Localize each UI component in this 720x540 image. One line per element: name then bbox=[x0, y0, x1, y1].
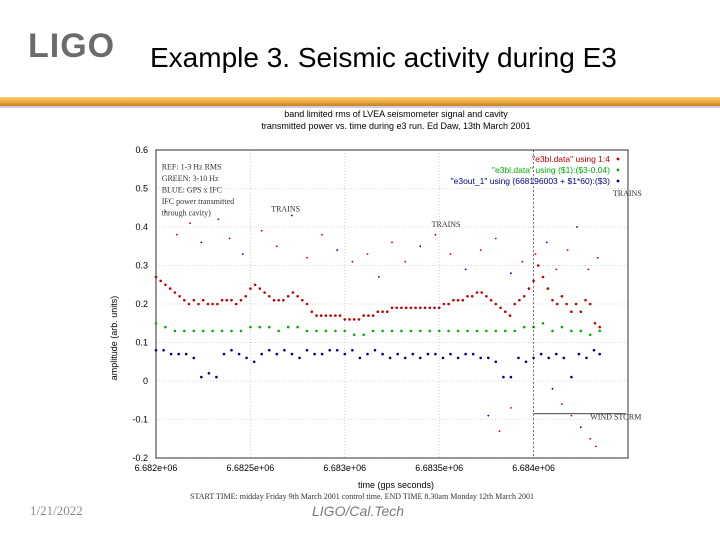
y-tick-label: 0.6 bbox=[135, 145, 148, 155]
series-2-point bbox=[429, 330, 432, 333]
series-1-point bbox=[589, 303, 592, 306]
series-3-point bbox=[457, 357, 460, 360]
series-2-point bbox=[155, 322, 158, 325]
series-1-point bbox=[183, 299, 186, 302]
series-3-point bbox=[517, 357, 520, 360]
series-1-point bbox=[377, 310, 380, 313]
series-1-point bbox=[221, 299, 224, 302]
series-1-point bbox=[476, 291, 479, 294]
scatter-point bbox=[276, 245, 278, 247]
series-3-point bbox=[487, 357, 490, 360]
series-3-point bbox=[260, 353, 263, 356]
series-3-point bbox=[298, 357, 301, 360]
series-1-point bbox=[325, 314, 328, 317]
series-3-point bbox=[245, 357, 248, 360]
slide-title: Example 3. Seismic activity during E3 bbox=[150, 42, 617, 73]
series-3-point bbox=[389, 357, 392, 360]
series-1-point bbox=[452, 299, 455, 302]
series-1-point bbox=[391, 307, 394, 310]
series-3-point bbox=[177, 353, 180, 356]
series-3-point bbox=[155, 349, 158, 352]
series-1-point bbox=[570, 310, 573, 313]
chart-title-line-1: band limited rms of LVEA seismometer signal and cavity bbox=[284, 109, 508, 119]
series-2-point bbox=[249, 326, 252, 329]
series-2-point bbox=[476, 330, 479, 333]
scatter-point bbox=[546, 242, 548, 244]
series-1-point bbox=[197, 303, 200, 306]
series-2-point bbox=[589, 334, 592, 337]
scatter-point bbox=[480, 249, 482, 251]
series-3-point bbox=[495, 361, 498, 364]
series-1-point bbox=[433, 307, 436, 310]
series-3-point bbox=[479, 357, 482, 360]
series-2-point bbox=[580, 330, 583, 333]
seismic-chart bbox=[104, 108, 649, 503]
series-1-point bbox=[188, 303, 191, 306]
series-3-point bbox=[540, 353, 543, 356]
series-1-point bbox=[235, 303, 238, 306]
series-3-point bbox=[547, 357, 550, 360]
series-3-point bbox=[449, 353, 452, 356]
series-1-point bbox=[348, 318, 351, 321]
series-1-point bbox=[296, 295, 299, 298]
chart-annotation: WIND STORM bbox=[590, 412, 642, 422]
series-1-point bbox=[329, 314, 332, 317]
scatter-point bbox=[510, 407, 512, 409]
y-tick-label: 0.3 bbox=[135, 260, 148, 271]
scatter-point bbox=[367, 253, 369, 255]
series-2-point bbox=[561, 326, 564, 329]
series-1-point bbox=[292, 291, 295, 294]
series-1-point bbox=[362, 314, 365, 317]
series-1-point bbox=[334, 314, 337, 317]
series-1-point bbox=[438, 307, 441, 310]
series-3-point bbox=[238, 353, 241, 356]
series-1-point bbox=[429, 307, 432, 310]
chart-title-line-2: transmitted power vs. time during e3 run. Ed Daw, 13th March 2001 bbox=[261, 121, 531, 131]
scatter-point bbox=[435, 234, 437, 236]
series-3-point bbox=[502, 376, 505, 379]
series-1-point bbox=[202, 299, 205, 302]
scatter-point bbox=[510, 272, 512, 274]
series-2-point bbox=[334, 330, 337, 333]
series-3-point bbox=[396, 353, 399, 356]
scatter-point bbox=[306, 257, 308, 259]
scatter-point bbox=[465, 269, 467, 271]
series-1-point bbox=[193, 299, 196, 302]
y-tick-label: 0.1 bbox=[135, 337, 148, 348]
series-1-point bbox=[211, 303, 214, 306]
series-3-point bbox=[223, 353, 226, 356]
series-1-point bbox=[381, 310, 384, 313]
scatter-point bbox=[580, 426, 582, 428]
series-1-point bbox=[504, 310, 507, 313]
series-1-point bbox=[367, 314, 370, 317]
series-3-point bbox=[268, 349, 271, 352]
series-2-point bbox=[174, 330, 177, 333]
series-3-point bbox=[162, 349, 165, 352]
series-3-point bbox=[570, 376, 573, 379]
series-2-point bbox=[447, 330, 450, 333]
series-1-point bbox=[358, 318, 361, 321]
series-2-point bbox=[353, 334, 356, 337]
series-3-point bbox=[442, 357, 445, 360]
chart-annotation: TRAINS bbox=[271, 204, 301, 214]
scatter-point bbox=[189, 222, 191, 224]
x-tick-label: 6.6835e+06 bbox=[415, 463, 464, 473]
series-1-point bbox=[575, 303, 578, 306]
series-1-point bbox=[580, 310, 583, 313]
series-3-point bbox=[464, 353, 467, 356]
series-1-point bbox=[320, 314, 323, 317]
scatter-point bbox=[487, 415, 489, 417]
series-3-point bbox=[381, 353, 384, 356]
scatter-point bbox=[597, 257, 599, 259]
series-1-point bbox=[513, 303, 516, 306]
scatter-point bbox=[336, 249, 338, 251]
series-3-point bbox=[434, 353, 437, 356]
series-2-point bbox=[598, 330, 601, 333]
series-3-point bbox=[336, 349, 339, 352]
series-1-point bbox=[259, 287, 262, 290]
series-1-point bbox=[565, 303, 568, 306]
chart-annotation: GREEN: 3-10 Hz bbox=[161, 173, 219, 183]
series-3-point bbox=[472, 353, 475, 356]
series-1-point bbox=[499, 307, 502, 310]
series-1-point bbox=[528, 287, 531, 290]
scatter-point bbox=[242, 253, 244, 255]
series-3-point bbox=[344, 353, 347, 356]
y-tick-label: 0.4 bbox=[135, 222, 148, 232]
series-1-point bbox=[537, 264, 540, 267]
series-3-point bbox=[276, 353, 279, 356]
series-2-point bbox=[466, 330, 469, 333]
series-3-point bbox=[598, 353, 601, 356]
series-3-point bbox=[170, 353, 173, 356]
series-1-point bbox=[419, 307, 422, 310]
series-2-point bbox=[306, 330, 309, 333]
series-1-point bbox=[353, 318, 356, 321]
series-2-point bbox=[230, 330, 233, 333]
series-2-point bbox=[495, 330, 498, 333]
series-1-point bbox=[480, 291, 483, 294]
series-1-point bbox=[216, 303, 219, 306]
series-3-point bbox=[427, 353, 430, 356]
legend-marker bbox=[617, 158, 620, 161]
series-2-point bbox=[183, 330, 186, 333]
series-1-point bbox=[414, 307, 417, 310]
series-1-point bbox=[282, 299, 285, 302]
series-2-point bbox=[542, 322, 545, 325]
series-1-point bbox=[561, 295, 564, 298]
y-tick-label: 0.5 bbox=[135, 183, 148, 194]
scatter-point bbox=[495, 238, 497, 240]
series-2-point bbox=[551, 330, 554, 333]
series-3-point bbox=[306, 349, 309, 352]
series-1-point bbox=[495, 303, 498, 306]
legend-marker bbox=[617, 180, 620, 183]
series-2-point bbox=[211, 330, 214, 333]
scatter-point bbox=[200, 242, 202, 244]
scatter-point bbox=[567, 249, 569, 251]
series-2-point bbox=[381, 330, 384, 333]
series-1-point bbox=[287, 295, 290, 298]
y-tick-label: -0.1 bbox=[132, 414, 148, 425]
series-2-point bbox=[438, 330, 441, 333]
scatter-point bbox=[176, 234, 178, 236]
y-axis-label: amplitude (arb. units) bbox=[109, 295, 119, 381]
series-2-point bbox=[419, 330, 422, 333]
scatter-point bbox=[450, 253, 452, 255]
scatter-point bbox=[217, 218, 219, 220]
series-1-point bbox=[509, 314, 512, 317]
series-3-point bbox=[215, 376, 218, 379]
scatter-point bbox=[419, 245, 421, 247]
legend-entry: "e3out_1" using (668196003 + $1*60):($3) bbox=[450, 176, 610, 186]
scatter-point bbox=[261, 230, 263, 232]
series-3-point bbox=[351, 349, 354, 352]
scatter-point bbox=[561, 403, 563, 405]
scatter-point bbox=[595, 446, 597, 448]
series-2-point bbox=[164, 326, 167, 329]
series-1-point bbox=[159, 280, 162, 283]
scatter-point bbox=[391, 242, 393, 244]
series-1-point bbox=[490, 299, 493, 302]
chart-annotation: through cavity) bbox=[161, 208, 211, 218]
series-3-point bbox=[253, 361, 256, 364]
series-1-point bbox=[594, 322, 597, 325]
series-1-point bbox=[386, 310, 389, 313]
chart-annotation: IFC power transmitted bbox=[161, 196, 235, 206]
series-1-point bbox=[551, 299, 554, 302]
series-3-point bbox=[404, 357, 407, 360]
chart-annotation: TRAINS bbox=[612, 189, 642, 199]
series-2-point bbox=[296, 326, 299, 329]
series-2-point bbox=[457, 330, 460, 333]
series-2-point bbox=[391, 330, 394, 333]
series-2-point bbox=[277, 330, 280, 333]
title-divider bbox=[0, 97, 720, 106]
series-3-point bbox=[563, 357, 566, 360]
x-tick-label: 6.683e+06 bbox=[323, 463, 367, 473]
series-2-point bbox=[513, 330, 516, 333]
series-2-point bbox=[372, 330, 375, 333]
series-1-point bbox=[598, 326, 601, 329]
series-1-point bbox=[174, 291, 177, 294]
series-3-point bbox=[578, 353, 581, 356]
scatter-point bbox=[589, 438, 591, 440]
scatter-point bbox=[571, 415, 573, 417]
series-3-point bbox=[230, 349, 233, 352]
series-3-point bbox=[374, 349, 377, 352]
series-3-point bbox=[313, 353, 316, 356]
series-1-point bbox=[230, 299, 233, 302]
series-3-point bbox=[200, 376, 203, 379]
series-1-point bbox=[466, 295, 469, 298]
series-1-point bbox=[542, 276, 545, 279]
series-1-point bbox=[277, 299, 280, 302]
series-3-point bbox=[359, 357, 362, 360]
legend-entry: "e3bl.data" using ($1):($3-0.04) bbox=[491, 165, 610, 175]
y-tick-label: 0.2 bbox=[135, 299, 148, 309]
chart-annotation: BLUE: GPS x IFC bbox=[161, 185, 222, 195]
series-1-point bbox=[254, 284, 257, 287]
series-1-point bbox=[311, 310, 314, 313]
series-1-point bbox=[244, 295, 247, 298]
series-2-point bbox=[362, 334, 365, 337]
series-3-point bbox=[193, 357, 196, 360]
series-1-point bbox=[523, 295, 526, 298]
series-2-point bbox=[315, 330, 318, 333]
series-2-point bbox=[400, 330, 403, 333]
series-3-point bbox=[525, 361, 528, 364]
scatter-point bbox=[555, 269, 557, 271]
series-1-point bbox=[169, 287, 172, 290]
series-2-point bbox=[504, 330, 507, 333]
series-2-point bbox=[410, 330, 413, 333]
series-1-point bbox=[462, 299, 465, 302]
scatter-point bbox=[378, 276, 380, 278]
legend-entry: "e3bl.data" using 1:4 bbox=[532, 154, 610, 164]
series-1-point bbox=[443, 303, 446, 306]
series-2-point bbox=[202, 330, 205, 333]
series-1-point bbox=[471, 295, 474, 298]
series-1-point bbox=[301, 299, 304, 302]
series-1-point bbox=[410, 307, 413, 310]
series-3-point bbox=[510, 376, 513, 379]
series-2-point bbox=[485, 330, 488, 333]
series-3-point bbox=[419, 357, 422, 360]
scatter-point bbox=[552, 388, 554, 390]
series-3-point bbox=[208, 372, 211, 375]
series-2-point bbox=[287, 326, 290, 329]
series-1-point bbox=[447, 303, 450, 306]
series-3-point bbox=[366, 353, 369, 356]
series-1-point bbox=[273, 299, 276, 302]
series-1-point bbox=[372, 314, 375, 317]
series-1-point bbox=[556, 303, 559, 306]
series-3-point bbox=[555, 353, 558, 356]
series-3-point bbox=[291, 353, 294, 356]
series-1-point bbox=[164, 284, 167, 287]
series-1-point bbox=[268, 295, 271, 298]
x-axis-label: time (gps seconds) bbox=[357, 480, 435, 490]
scatter-point bbox=[499, 430, 501, 432]
series-1-point bbox=[424, 307, 427, 310]
series-1-point bbox=[178, 295, 181, 298]
series-1-point bbox=[485, 295, 488, 298]
series-3-point bbox=[185, 353, 188, 356]
series-1-point bbox=[249, 287, 252, 290]
scatter-point bbox=[404, 261, 406, 263]
x-tick-label: 6.682e+06 bbox=[134, 463, 178, 473]
series-3-point bbox=[328, 349, 331, 352]
series-3-point bbox=[412, 353, 415, 356]
series-1-point bbox=[306, 303, 309, 306]
scatter-point bbox=[521, 261, 523, 263]
series-1-point bbox=[584, 299, 587, 302]
series-1-point bbox=[400, 307, 403, 310]
series-1-point bbox=[263, 291, 266, 294]
series-2-point bbox=[325, 330, 328, 333]
ligo-logo: LIGO bbox=[28, 27, 116, 65]
scatter-point bbox=[535, 253, 537, 255]
series-3-point bbox=[283, 349, 286, 352]
series-1-point bbox=[395, 307, 398, 310]
series-1-point bbox=[405, 307, 408, 310]
scatter-point bbox=[576, 226, 578, 228]
series-2-point bbox=[221, 330, 224, 333]
series-3-point bbox=[593, 349, 596, 352]
series-1-point bbox=[240, 299, 243, 302]
series-2-point bbox=[268, 326, 271, 329]
series-1-point bbox=[547, 287, 550, 290]
series-2-point bbox=[193, 330, 196, 333]
series-2-point bbox=[344, 330, 347, 333]
footer-date: 1/21/2022 bbox=[30, 503, 83, 518]
scatter-point bbox=[321, 234, 323, 236]
y-tick-label: -0.2 bbox=[132, 453, 148, 463]
series-2-point bbox=[240, 330, 243, 333]
series-2-point bbox=[570, 330, 573, 333]
series-1-point bbox=[155, 276, 158, 279]
series-1-point bbox=[315, 314, 318, 317]
series-1-point bbox=[339, 314, 342, 317]
series-1-point bbox=[226, 299, 229, 302]
scatter-point bbox=[229, 238, 231, 240]
series-2-point bbox=[259, 326, 262, 329]
y-tick-label: 0 bbox=[142, 376, 148, 386]
scatter-point bbox=[291, 215, 293, 217]
series-1-point bbox=[344, 318, 347, 321]
series-3-point bbox=[321, 353, 324, 356]
x-tick-label: 6.684e+06 bbox=[512, 463, 555, 473]
chart-annotation: TRAINS bbox=[431, 220, 461, 229]
legend-marker bbox=[617, 169, 620, 172]
series-1-point bbox=[207, 303, 210, 306]
series-1-point bbox=[518, 299, 521, 302]
series-2-point bbox=[523, 326, 526, 329]
chart-footnote: START TIME: midday Friday 9th March 2001 control time. END TIME 8.30am Monday 12th March 2001 bbox=[190, 492, 534, 501]
x-tick-label: 6.6825e+06 bbox=[226, 463, 275, 473]
series-3-point bbox=[585, 357, 588, 360]
series-1-point bbox=[457, 299, 460, 302]
footer-organization: LIGO/Cal.Tech bbox=[312, 503, 405, 519]
scatter-point bbox=[352, 261, 354, 263]
chart-annotation: REF: 1-3 Hz RMS bbox=[161, 162, 222, 172]
scatter-point bbox=[588, 269, 590, 271]
